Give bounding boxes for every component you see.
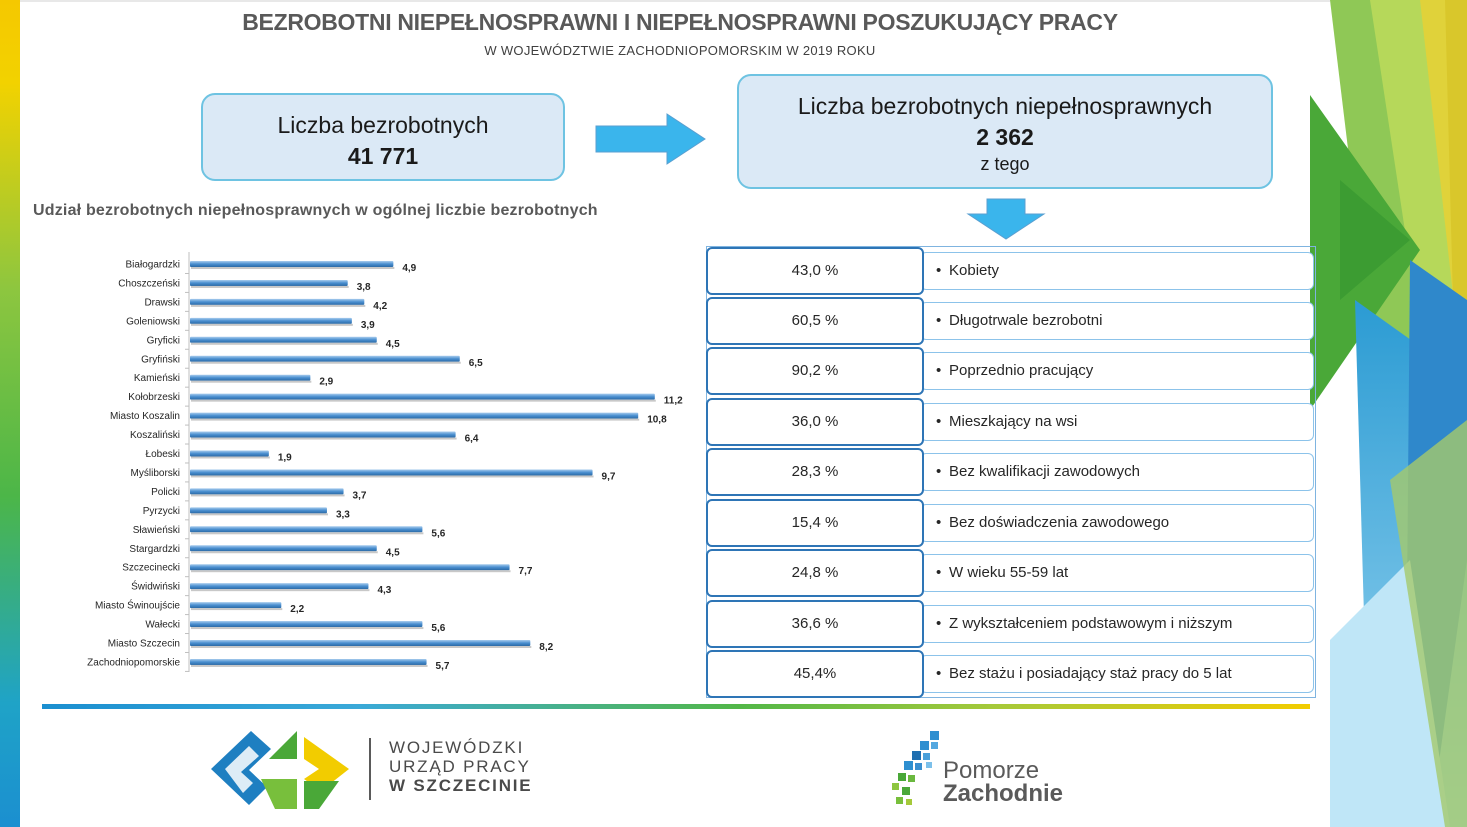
value-label: 6,4 [464,433,479,445]
wup-logo-icon [209,729,354,811]
stat-percent: 43,0 % [706,247,924,295]
wup-logo-text [389,738,532,795]
disabled-unemployed-value: 2 362 [976,124,1034,150]
wup-line2: URZĄD PRACY [389,757,531,776]
bar [190,564,510,570]
bar-shadow [191,267,394,269]
bar-shadow [191,532,423,534]
bar [190,488,344,494]
bar [190,299,364,305]
category-label: Gryfiński [141,354,180,366]
wup-line3: W SZCZECINIE [389,776,533,795]
bar [190,375,310,381]
disabled-unemployed-box [737,74,1273,189]
stat-row [706,549,1314,597]
total-unemployed-value: 41 771 [347,143,419,169]
value-label: 10,8 [647,414,667,426]
page-subtitle: W WOJEWÓDZTWIE ZACHODNIOPOMORSKIM W 2019 ROKU [484,43,876,58]
value-label: 3,3 [335,509,350,521]
top-divider [20,0,1330,2]
value-label: 3,8 [356,281,371,293]
stat-row [706,600,1314,648]
arrow-right-icon [595,113,707,165]
bar-shadow [191,400,656,402]
bar-shadow [191,627,423,629]
category-label: Myśliborski [130,467,180,479]
value-label: 4,9 [402,263,417,274]
category-label: Stargardzki [129,543,180,555]
stat-label: • Mieszkający na wsi [920,403,1314,441]
stat-row [706,247,1314,295]
bar-shadow [191,438,457,440]
bar-shadow [191,286,349,288]
value-label: 4,5 [385,338,400,350]
stat-label: • Bez doświadczenia zawodowego [920,504,1314,542]
bar [190,432,456,438]
category-label: Białogardzki [125,259,180,271]
bar-shadow [191,381,311,383]
value-label: 9,7 [601,471,616,483]
bar [190,621,422,627]
value-label: 11,2 [663,395,683,407]
bar-shadow [191,475,594,477]
bar-shadow [191,305,365,307]
bar [190,451,269,457]
bar-shadow [191,494,345,496]
category-label: Zachodniopomorskie [87,657,180,669]
bar [190,526,422,532]
category-label: Choszczeński [118,278,180,290]
category-label: Policki [151,486,180,498]
bar [190,261,393,267]
bar-shadow [191,646,531,648]
category-label: Szczecinecki [122,562,180,574]
category-label: Kamieński [133,373,180,385]
category-label: Sławieński [132,524,180,536]
bottom-divider [42,704,1310,709]
pomorze-logo-icon [890,729,945,809]
stat-label: • Poprzednio pracujący [920,352,1314,390]
stat-row [706,347,1314,395]
left-color-stripe [0,0,20,827]
stat-percent: 36,6 % [706,600,924,648]
category-label: Miasto Świnoujście [94,600,180,612]
stat-row [706,650,1314,698]
logo-separator [369,738,371,800]
category-label: Miasto Szczecin [107,638,180,650]
bar [190,337,377,343]
category-label: Goleniowski [126,316,180,328]
bar [190,545,377,551]
bar [190,602,281,608]
bar [190,356,460,362]
disabled-unemployed-label: Liczba bezrobotnych niepełnosprawnych [797,93,1213,119]
category-label: Miasto Koszalin [109,411,180,423]
value-label: 5,6 [431,528,446,540]
bar [190,280,348,286]
page-title: BEZROBOTNI NIEPEŁNOSPRAWNI I NIEPEŁNOSPRAWNI POSZUKUJĄCY PRACY [242,9,1118,35]
stat-label: • Bez stażu i posiadający staż pracy do 5 lat [920,655,1314,693]
bar-shadow [191,589,369,591]
category-label: Wałecki [145,619,180,631]
bar [190,659,427,665]
value-label: 5,7 [435,660,450,672]
bar [190,394,655,400]
chart-title: Udział bezrobotnych niepełnosprawnych w ogólnej liczbie bezrobotnych [33,202,598,219]
stat-label: • Bez kwalifikacji zawodowych [920,453,1314,491]
category-label: Drawski [144,297,180,309]
bar-shadow [191,457,270,459]
stat-percent: 45,4% [706,650,924,698]
value-label: 7,7 [518,566,533,578]
total-unemployed-box [201,93,565,181]
value-label: 3,7 [352,490,367,502]
pomorze-brand-line1: Pomorze [943,757,1040,784]
bar-shadow [191,362,461,364]
stat-row [706,398,1314,446]
total-unemployed-label: Liczba bezrobotnych [277,112,489,138]
disabled-unemployed-suffix: z tego [980,154,1030,174]
stat-row [706,448,1314,496]
value-label: 4,2 [373,300,388,312]
stat-percent: 15,4 % [706,499,924,547]
value-label: 8,2 [539,642,554,653]
bar-shadow [191,551,378,553]
bar [190,413,638,419]
stat-percent: 28,3 % [706,448,924,496]
value-label: 2,2 [290,604,305,616]
bar-shadow [191,665,428,667]
category-label: Świdwiński [131,581,180,593]
bar [190,469,593,475]
share-bar-chart [20,248,700,678]
category-label: Łobeski [145,449,180,460]
category-label: Pyrzycki [142,505,180,517]
stat-row [706,297,1314,345]
stat-label: • Długotrwale bezrobotni [920,302,1314,340]
stat-label: • Kobiety [920,252,1314,290]
value-label: 4,3 [377,585,392,597]
bar-shadow [191,608,282,610]
value-label: 5,6 [431,623,446,635]
stat-percent: 90,2 % [706,347,924,395]
bar [190,507,327,513]
stat-label: • Z wykształceniem podstawowym i niższym [920,605,1314,643]
value-label: 6,5 [468,357,483,369]
stat-percent: 24,8 % [706,549,924,597]
stat-row [706,499,1314,547]
category-label: Kołobrzeski [128,392,180,404]
pomorze-brand-line2: Zachodnie [943,780,1064,807]
value-label: 3,9 [360,319,375,331]
stat-label: • W wieku 55-59 lat [920,554,1314,592]
stat-percent: 60,5 % [706,297,924,345]
wup-line1: WOJEWÓDZKI [389,738,525,757]
category-label: Gryficki [146,335,180,347]
bar-shadow [191,513,328,515]
bar [190,583,368,589]
decorative-triangles [1310,0,1467,827]
bar-shadow [191,419,639,421]
stat-percent: 36,0 % [706,398,924,446]
bar-shadow [191,343,378,345]
category-label: Koszaliński [129,430,180,442]
value-label: 1,9 [277,452,292,464]
value-label: 4,5 [385,547,400,559]
bar [190,318,352,324]
bar [190,640,530,646]
arrow-down-icon [966,198,1046,240]
bar-shadow [191,324,353,326]
value-label: 2,9 [319,376,334,388]
bar-shadow [191,570,511,572]
